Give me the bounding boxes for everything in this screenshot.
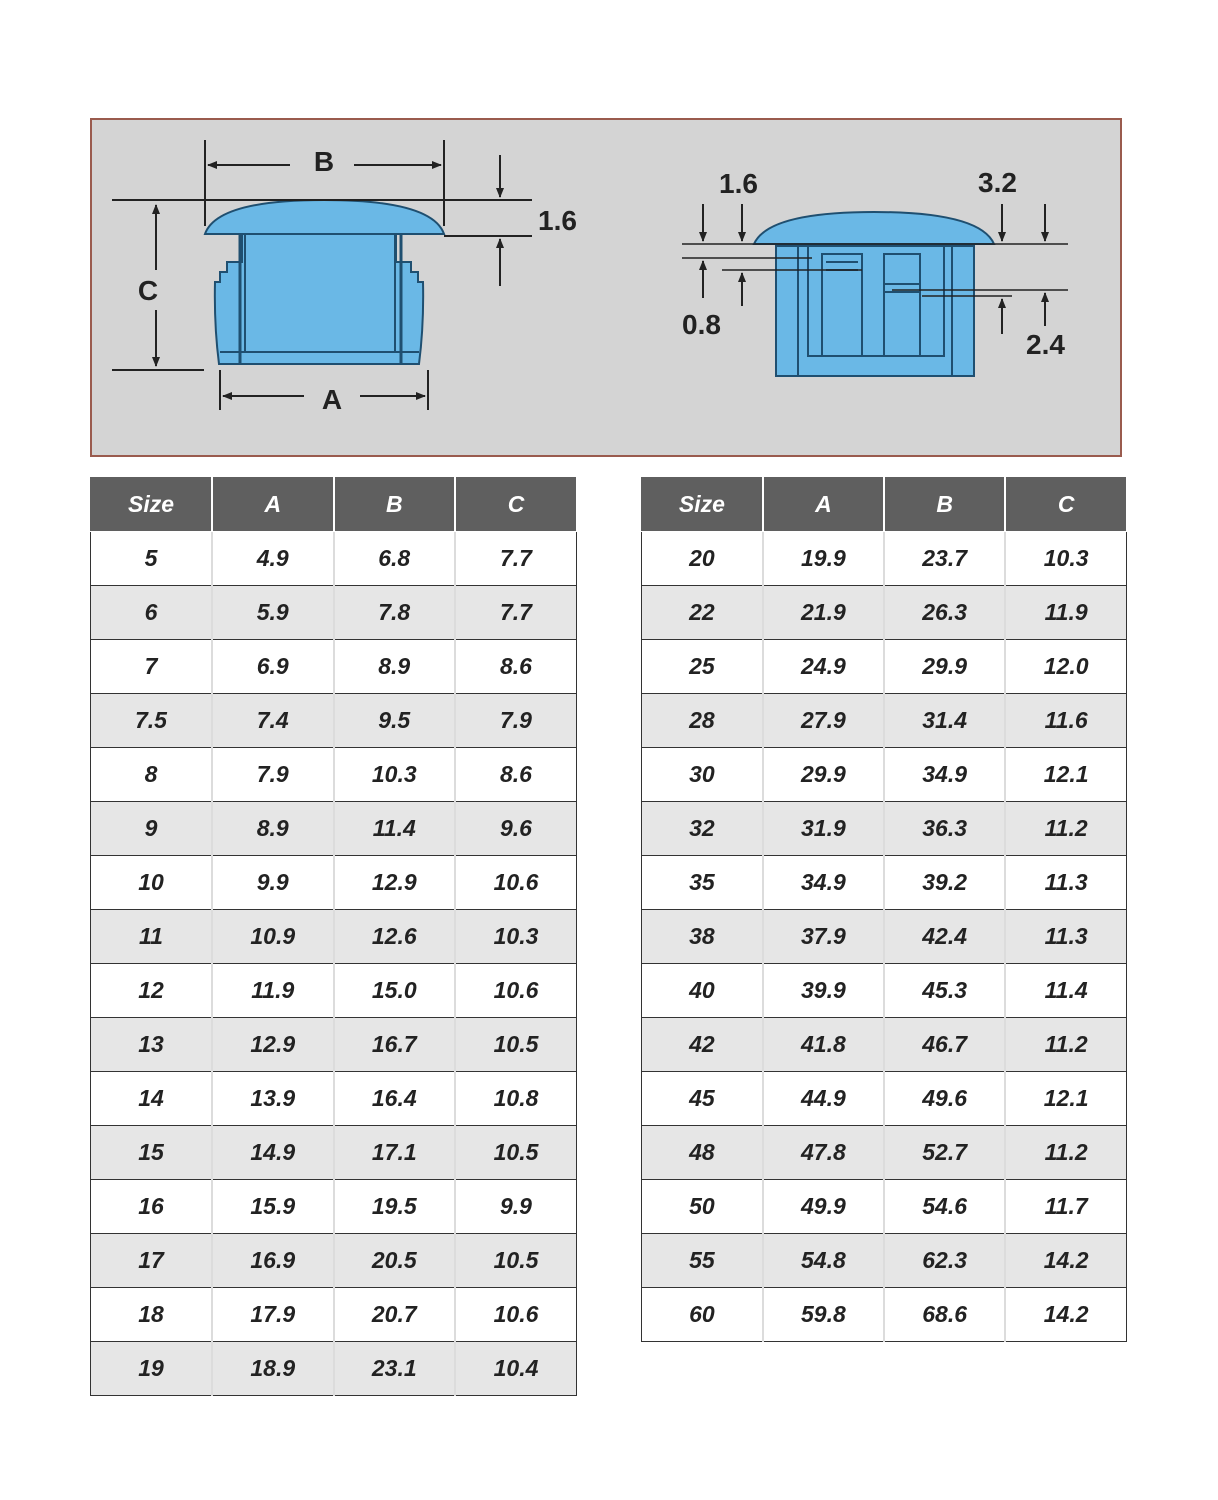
- cell-a: 54.8: [763, 1234, 884, 1288]
- cell-a: 9.9: [212, 856, 334, 910]
- label-side-top-left: 1.6: [719, 168, 758, 199]
- cell-c: 11.6: [1005, 694, 1126, 748]
- cell-c: 7.9: [455, 694, 577, 748]
- cell-b: 23.7: [884, 532, 1005, 586]
- table-row: [91, 964, 577, 1018]
- cell-b: 20.7: [334, 1288, 456, 1342]
- cell-a: 7.4: [212, 694, 334, 748]
- table-row: [642, 1234, 1127, 1288]
- cell-a: 59.8: [763, 1288, 884, 1342]
- table-row: [642, 1018, 1127, 1072]
- table-row: [642, 1288, 1127, 1342]
- cell-b: 12.6: [334, 910, 456, 964]
- table-row: [642, 1126, 1127, 1180]
- cell-b: 20.5: [334, 1234, 456, 1288]
- cell-size: 10: [91, 856, 213, 910]
- cell-a: 4.9: [212, 532, 334, 586]
- cell-c: 10.6: [455, 1288, 577, 1342]
- cell-size: 25: [642, 640, 763, 694]
- size-table-right: [641, 476, 1127, 1342]
- header-a: A: [763, 477, 884, 532]
- cell-c: 11.9: [1005, 586, 1126, 640]
- cell-size: 16: [91, 1180, 213, 1234]
- cell-a: 41.8: [763, 1018, 884, 1072]
- cell-b: 39.2: [884, 856, 1005, 910]
- cell-a: 37.9: [763, 910, 884, 964]
- cell-size: 30: [642, 748, 763, 802]
- label-head-thickness: 1.6: [538, 205, 577, 236]
- cell-size: 55: [642, 1234, 763, 1288]
- cell-c: 10.6: [455, 856, 577, 910]
- cell-b: 15.0: [334, 964, 456, 1018]
- label-a: A: [321, 384, 343, 415]
- cell-size: 19: [91, 1342, 213, 1396]
- cell-a: 24.9: [763, 640, 884, 694]
- cell-c: 11.3: [1005, 910, 1126, 964]
- cell-size: 12: [91, 964, 213, 1018]
- cell-c: 14.2: [1005, 1234, 1126, 1288]
- cell-b: 12.9: [334, 856, 456, 910]
- front-view: [112, 140, 577, 415]
- cell-b: 54.6: [884, 1180, 1005, 1234]
- cell-c: 10.5: [455, 1126, 577, 1180]
- table-row: [91, 1018, 577, 1072]
- cell-c: 10.3: [1005, 532, 1126, 586]
- cell-a: 5.9: [212, 586, 334, 640]
- cell-a: 16.9: [212, 1234, 334, 1288]
- table-row: [91, 856, 577, 910]
- cell-size: 48: [642, 1126, 763, 1180]
- cell-b: 45.3: [884, 964, 1005, 1018]
- table-header-row: [91, 477, 577, 532]
- cell-a: 7.9: [212, 748, 334, 802]
- cell-a: 39.9: [763, 964, 884, 1018]
- table-row: [642, 586, 1127, 640]
- cell-size: 15: [91, 1126, 213, 1180]
- table-row: [91, 748, 577, 802]
- cell-b: 49.6: [884, 1072, 1005, 1126]
- header-c: C: [455, 477, 577, 532]
- cell-b: 11.4: [334, 802, 456, 856]
- label-side-bottom-right: 2.4: [1026, 329, 1065, 360]
- cell-size: 14: [91, 1072, 213, 1126]
- cell-c: 11.7: [1005, 1180, 1126, 1234]
- cell-a: 49.9: [763, 1180, 884, 1234]
- cell-a: 17.9: [212, 1288, 334, 1342]
- cell-size: 18: [91, 1288, 213, 1342]
- cell-size: 9: [91, 802, 213, 856]
- cell-b: 16.7: [334, 1018, 456, 1072]
- cell-c: 12.1: [1005, 748, 1126, 802]
- table-row: [91, 1288, 577, 1342]
- cell-b: 31.4: [884, 694, 1005, 748]
- cell-b: 29.9: [884, 640, 1005, 694]
- cell-c: 11.2: [1005, 802, 1126, 856]
- cell-c: 10.4: [455, 1342, 577, 1396]
- cell-b: 42.4: [884, 910, 1005, 964]
- cell-size: 42: [642, 1018, 763, 1072]
- cell-b: 17.1: [334, 1126, 456, 1180]
- cell-c: 12.0: [1005, 640, 1126, 694]
- size-table-left: [90, 476, 577, 1396]
- cell-c: 10.3: [455, 910, 577, 964]
- cell-b: 68.6: [884, 1288, 1005, 1342]
- cell-a: 11.9: [212, 964, 334, 1018]
- label-b: B: [313, 146, 335, 177]
- cell-c: 10.8: [455, 1072, 577, 1126]
- table-row: [642, 694, 1127, 748]
- cell-b: 62.3: [884, 1234, 1005, 1288]
- cell-c: 11.2: [1005, 1126, 1126, 1180]
- cell-b: 7.8: [334, 586, 456, 640]
- label-side-top-right: 3.2: [978, 167, 1017, 198]
- header-c: C: [1005, 477, 1126, 532]
- cell-size: 38: [642, 910, 763, 964]
- table-row: [642, 748, 1127, 802]
- dimension-diagram-panel: [90, 118, 1122, 457]
- header-size: Size: [642, 477, 763, 532]
- table-row: [642, 532, 1127, 586]
- cell-b: 36.3: [884, 802, 1005, 856]
- table-row: [91, 1180, 577, 1234]
- cell-a: 18.9: [212, 1342, 334, 1396]
- cell-a: 19.9: [763, 532, 884, 586]
- cell-size: 32: [642, 802, 763, 856]
- cell-c: 9.9: [455, 1180, 577, 1234]
- cell-b: 9.5: [334, 694, 456, 748]
- cell-a: 8.9: [212, 802, 334, 856]
- cell-size: 28: [642, 694, 763, 748]
- cell-a: 14.9: [212, 1126, 334, 1180]
- plug-head: [205, 200, 444, 234]
- cell-size: 7.5: [91, 694, 213, 748]
- cell-size: 20: [642, 532, 763, 586]
- cell-a: 21.9: [763, 586, 884, 640]
- cell-size: 60: [642, 1288, 763, 1342]
- cell-a: 34.9: [763, 856, 884, 910]
- cell-a: 31.9: [763, 802, 884, 856]
- cell-a: 15.9: [212, 1180, 334, 1234]
- cell-size: 8: [91, 748, 213, 802]
- table-row: [642, 802, 1127, 856]
- cell-b: 52.7: [884, 1126, 1005, 1180]
- cell-c: 8.6: [455, 748, 577, 802]
- cell-c: 11.2: [1005, 1018, 1126, 1072]
- cell-a: 27.9: [763, 694, 884, 748]
- cell-b: 34.9: [884, 748, 1005, 802]
- cell-size: 22: [642, 586, 763, 640]
- cell-size: 7: [91, 640, 213, 694]
- cell-size: 6: [91, 586, 213, 640]
- cell-size: 40: [642, 964, 763, 1018]
- cell-c: 7.7: [455, 532, 577, 586]
- cell-size: 13: [91, 1018, 213, 1072]
- cell-c: 11.3: [1005, 856, 1126, 910]
- cell-b: 16.4: [334, 1072, 456, 1126]
- table-row: [91, 586, 577, 640]
- cell-c: 7.7: [455, 586, 577, 640]
- cell-c: 14.2: [1005, 1288, 1126, 1342]
- cell-b: 10.3: [334, 748, 456, 802]
- cell-size: 45: [642, 1072, 763, 1126]
- cell-a: 6.9: [212, 640, 334, 694]
- table-row: [642, 1072, 1127, 1126]
- cell-c: 10.5: [455, 1234, 577, 1288]
- cell-size: 11: [91, 910, 213, 964]
- cell-c: 12.1: [1005, 1072, 1126, 1126]
- label-side-bottom-left: 0.8: [682, 309, 721, 340]
- cell-size: 50: [642, 1180, 763, 1234]
- cell-b: 8.9: [334, 640, 456, 694]
- table-row: [642, 1180, 1127, 1234]
- table-row: [642, 856, 1127, 910]
- cell-b: 19.5: [334, 1180, 456, 1234]
- table-row: [91, 802, 577, 856]
- table-row: [91, 910, 577, 964]
- cell-size: 17: [91, 1234, 213, 1288]
- plug-core: [245, 234, 395, 352]
- label-c: C: [137, 275, 159, 306]
- cell-a: 44.9: [763, 1072, 884, 1126]
- dimension-drawing: [92, 120, 1120, 455]
- table-row: [642, 910, 1127, 964]
- cell-b: 46.7: [884, 1018, 1005, 1072]
- cell-b: 6.8: [334, 532, 456, 586]
- table-row: [642, 964, 1127, 1018]
- table-row: [91, 694, 577, 748]
- cell-c: 10.5: [455, 1018, 577, 1072]
- cell-a: 29.9: [763, 748, 884, 802]
- table-row: [642, 640, 1127, 694]
- cell-c: 10.6: [455, 964, 577, 1018]
- cell-b: 23.1: [334, 1342, 456, 1396]
- cell-c: 11.4: [1005, 964, 1126, 1018]
- header-a: A: [212, 477, 334, 532]
- side-head: [754, 212, 994, 244]
- cell-c: 9.6: [455, 802, 577, 856]
- header-b: B: [334, 477, 456, 532]
- table-row: [91, 640, 577, 694]
- cell-a: 47.8: [763, 1126, 884, 1180]
- cell-c: 8.6: [455, 640, 577, 694]
- cell-a: 13.9: [212, 1072, 334, 1126]
- table-header-row: [642, 477, 1127, 532]
- cell-size: 5: [91, 532, 213, 586]
- header-b: B: [884, 477, 1005, 532]
- table-row: [91, 532, 577, 586]
- table-row: [91, 1072, 577, 1126]
- table-row: [91, 1234, 577, 1288]
- table-row: [91, 1126, 577, 1180]
- side-view: [682, 167, 1068, 376]
- table-row: [91, 1342, 577, 1396]
- cell-size: 35: [642, 856, 763, 910]
- cell-a: 10.9: [212, 910, 334, 964]
- header-size: Size: [91, 477, 213, 532]
- cell-a: 12.9: [212, 1018, 334, 1072]
- cell-b: 26.3: [884, 586, 1005, 640]
